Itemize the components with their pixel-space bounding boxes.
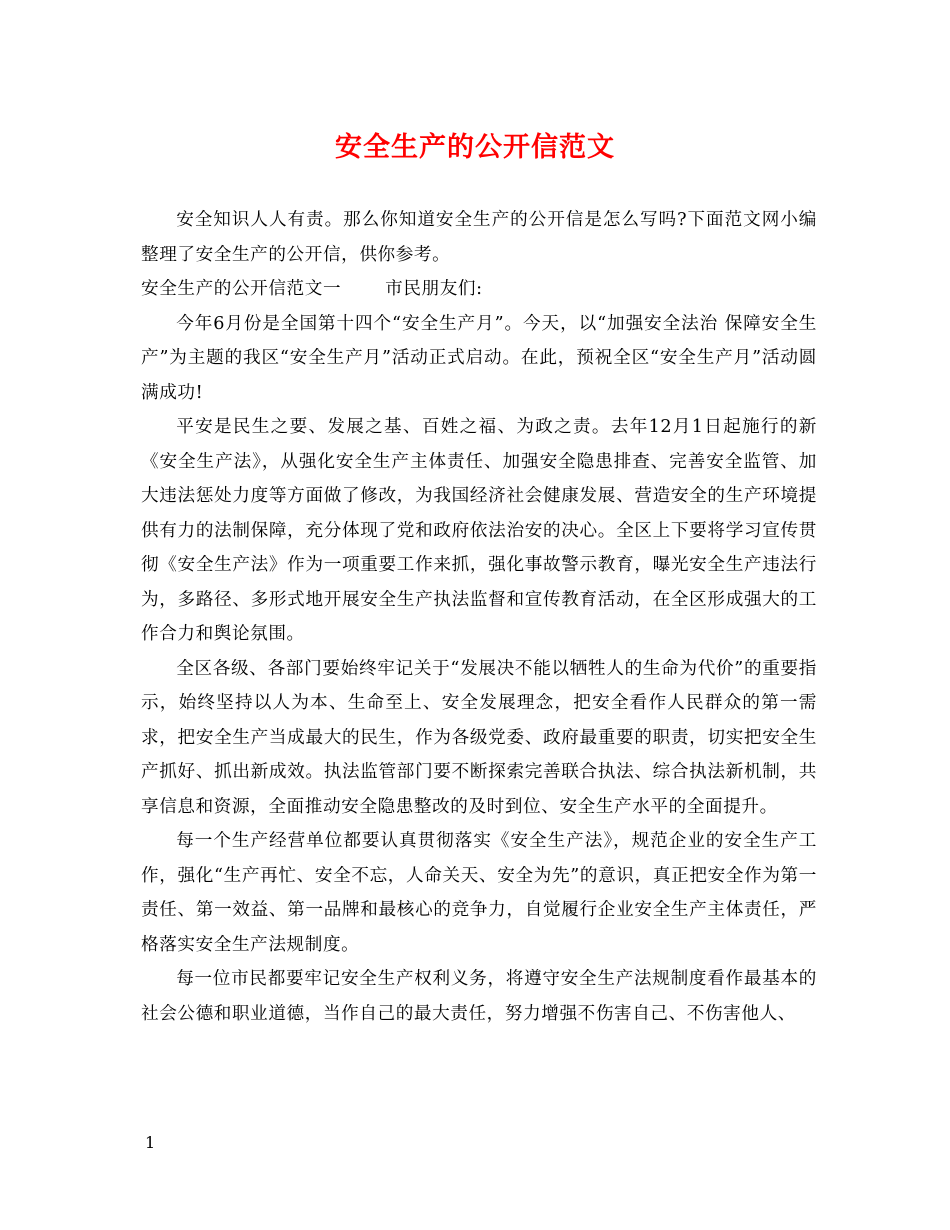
document-body	[141, 203, 817, 1031]
document-title: 安全生产的公开信范文	[335, 132, 615, 163]
body-paragraph: 今年6月份是全国第十四个“安全生产月”。今天，以“加强安全法治 保障安全生产”为主题的我区“安全生产月”活动正式启动。在此，预祝全区“安全生产月”活动圆满成功!	[141, 313, 817, 403]
body-paragraph: 全区各级、各部门要始终牢记关于“发展决不能以牺牲人的生命为代价”的重要指示，始终坚持以人为本、生命至上、安全发展理念，把安全看作人民群众的第一需求，把安全生产当成最大的民生，作为各级党委、政府最重要的职责，切实把安全生产抓好、抓出新成效。执法监管部门要不断探索完善联合执法、综合执法新机制，共享信息和资源，全面推动安全隐患整改的及时到位、安全生产水平的全面提升。	[141, 658, 817, 817]
page-number: 1	[145, 1133, 156, 1152]
heading-label: 安全生产的公开信范文一	[141, 279, 342, 299]
body-paragraph: 每一个生产经营单位都要认真贯彻落实《安全生产法》，规范企业的安全生产工作，强化“生产再忙、安全不忘，人命关天、安全为先”的意识，真正把安全作为第一责任、第一效益、第一品牌和最核心的竞争力，自觉履行企业安全生产主体责任，严格落实安全生产法规制度。	[141, 831, 817, 955]
intro-paragraph: 安全知识人人有责。那么你知道安全生产的公开信是怎么写吗?下面范文网小编整理了安全生产的公开信，供你参考。	[141, 210, 817, 265]
body-paragraph: 每一位市民都要牢记安全生产权利义务，将遵守安全生产法规制度看作最基本的社会公德和职业道德，当作自己的最大责任，努力增强不伤害自己、不伤害他人、	[141, 969, 817, 1024]
salutation: 市民朋友们:	[385, 279, 483, 299]
body-paragraph: 平安是民生之要、发展之基、百姓之福、为政之责。去年12月1日起施行的新《安全生产法》，从强化安全生产主体责任、加强安全隐患排查、完善安全监管、加大违法惩处力度等方面做了修改，为我国经济社会健康发展、营造安全的生产环境提供有力的法制保障，充分体现了党和政府依法治安的决心。全区上下要将学习宣传贯彻《安全生产法》作为一项重要工作来抓，强化事故警示教育，曝光安全生产违法行为，多路径、多形式地开展安全生产执法监督和宣传教育活动，在全区形成强大的工作合力和舆论氛围。	[141, 417, 817, 644]
heading-line	[141, 272, 817, 307]
